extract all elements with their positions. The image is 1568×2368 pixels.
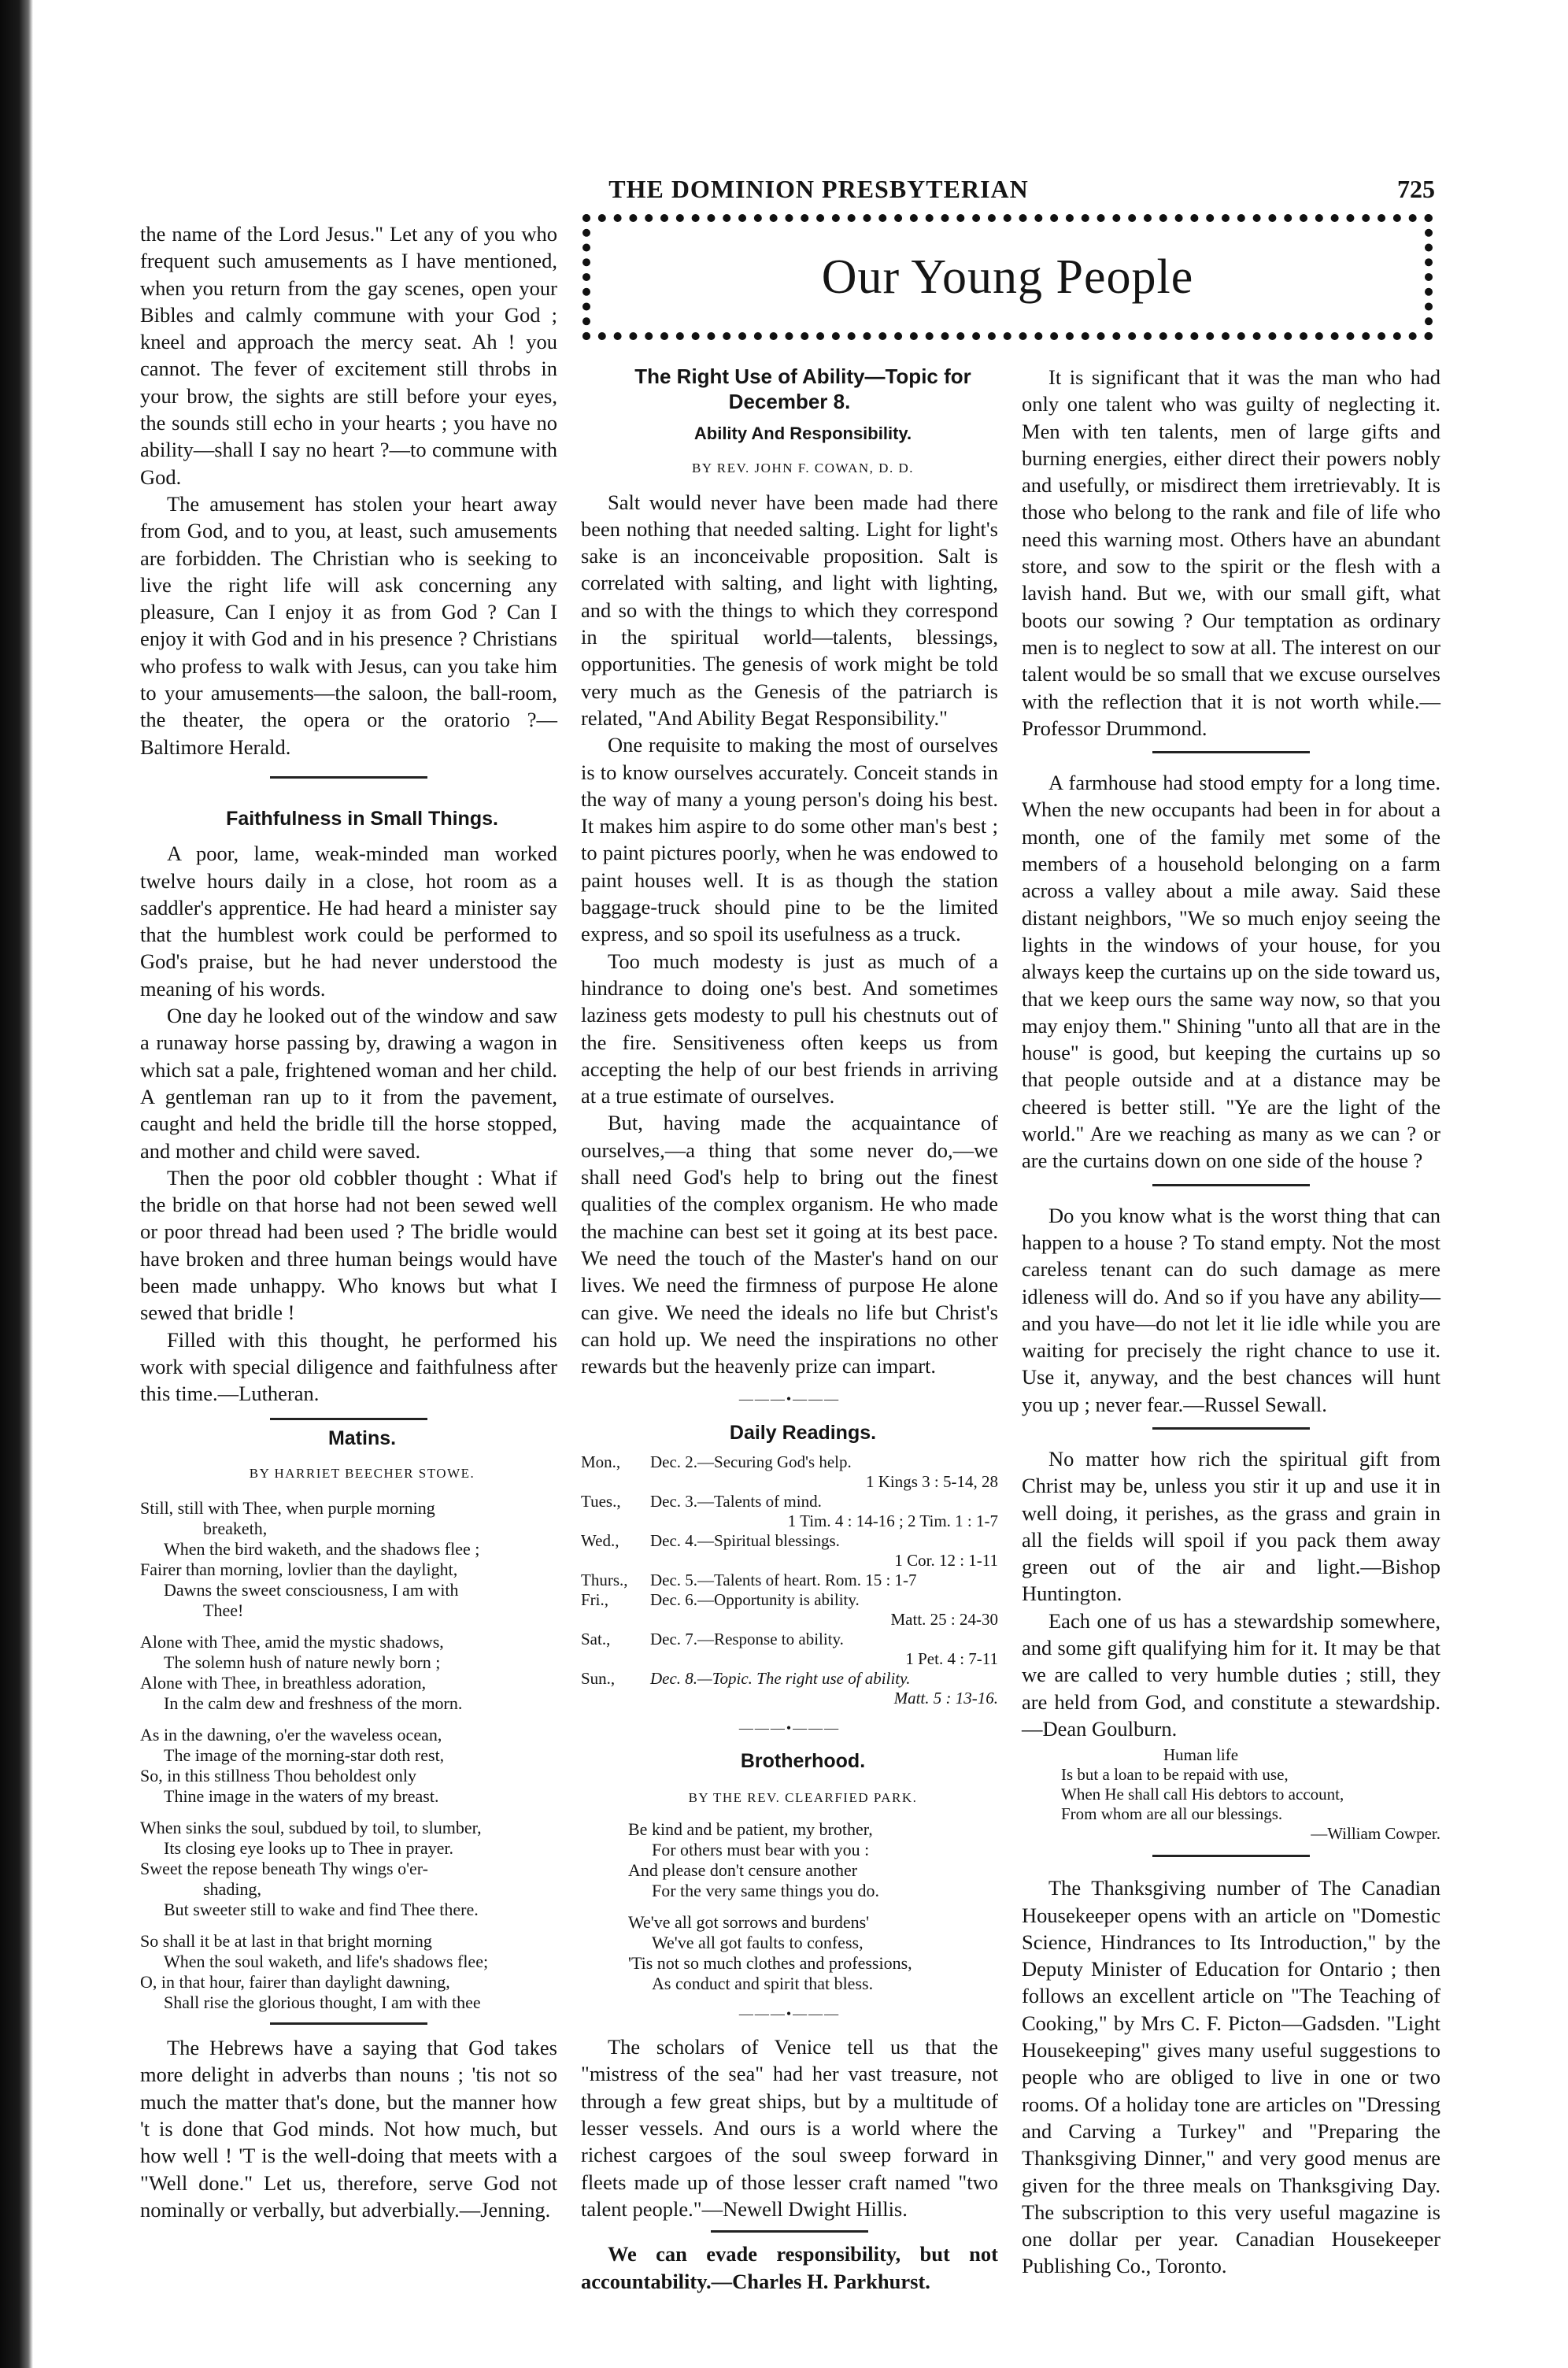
poem-line: Thee!: [203, 1600, 244, 1621]
section-heading: Matins.: [327, 1427, 397, 1450]
reading-text: Dec. 4.—Spiritual blessings.: [650, 1530, 840, 1550]
paragraph: Salt would never have been made had there been nothing that needed salting. Light for light's sake is an inconceivable proposition. Salt is correlated with salting, and light with lighting, and so with the things to which they correspond in the spiritual world—talents, blessings, opportunities. The genesis of work might be told very much as the Genesis of the patriarch is related, "And Ability Begat Responsibility.": [581, 490, 998, 730]
poem-line: O, in that hour, fairer than daylight dawning,: [140, 1972, 450, 1992]
topic-heading: The Right Use of Ability—Topic for December 8.: [634, 364, 971, 413]
reading-text: Dec. 6.—Opportunity is ability.: [650, 1589, 860, 1609]
poem-line: Shall rise the glorious thought, I am with thee: [164, 1992, 481, 2013]
divider: [1152, 1427, 1310, 1430]
paragraph: The amusement has stolen your heart away from God, and to you, at least, such amusements are forbidden. The Christian who is seeking to live the right life will ask concerning any pleasure, Can I enjoy it as from God ? Can I enjoy it with God and in his presence ? Christians who profess to walk with Jesus, can you take him to your amusements—the saloon, the ball-room, the theater, the opera or the oratorio ?—Baltimore Herald.: [140, 491, 557, 759]
divider: [270, 1418, 427, 1420]
reading-text: Dec. 5.—Talents of heart. Rom. 15 : 1-7: [650, 1570, 917, 1589]
poem-line: And please don't censure another: [628, 1859, 858, 1880]
paragraph: Then the poor old cobbler thought : What if the bridle on that horse had not been sewed well or poor thread had been used ? The bridle would have broken and three human beings would have been made unhappy. Who knows but what I sewed that bridle !: [140, 1165, 557, 1325]
dot-divider: ———•———: [738, 1719, 841, 1736]
paragraph: It is significant that it was the man who had only one talent who was guilty of neglecting it. Men with ten talents, men of large gifts and burning energies, either direct their powers nobly and usefully, or misdirect them irretrievably. It is those who belong to the rank and file of life who need this warning most. Others have an abundant store, and sow to the spirit or the flesh with a lavish hand. But we, with our small gift, what boots our sowing ? Our temptation as ordinary men is to neglect to sow at all. The interest on our talent would be so small that we excuse ourselves with the reflection that it is not worth while.—Professor Drummond.: [1022, 365, 1440, 740]
poem-line: When He shall call His debtors to account,: [1061, 1785, 1344, 1804]
reading-text: Dec. 7.—Response to ability.: [650, 1629, 844, 1648]
paragraph: Filled with this thought, he performed his work with special diligence and faithfulness after this time.—Lutheran.: [140, 1327, 557, 1406]
reading-ref: 1 Pet. 4 : 7-11: [905, 1648, 998, 1668]
divider: [711, 2230, 868, 2233]
reading-ref: 1 Kings 3 : 5-14, 28: [866, 1471, 998, 1491]
quote-poem: [1022, 1745, 1440, 1844]
sub-heading: Ability And Responsibility.: [693, 424, 912, 443]
poem-line: We've all got sorrows and burdens': [628, 1911, 870, 1932]
poem-line: Be kind and be patient, my brother,: [628, 1819, 873, 1839]
poem-attribution: —William Cowper.: [1311, 1824, 1440, 1844]
reading-text-wrap: [650, 1492, 998, 1531]
stanza-gap: [140, 1807, 557, 1818]
reading-row: [581, 1492, 998, 1531]
divider: [1152, 1184, 1310, 1186]
divider: [1152, 751, 1310, 753]
reading-text: Dec. 2.—Securing God's help.: [650, 1452, 852, 1471]
reading-text-wrap: [650, 1571, 998, 1590]
poem-line: So shall it be at last in that bright morning: [140, 1931, 432, 1952]
poem-line: So, in this stillness Thou beholdest only: [140, 1766, 417, 1786]
stanza-gap: [628, 1901, 998, 1912]
poem-line: In the calm dew and freshness of the morn.: [164, 1693, 463, 1714]
poem-line: The solemn hush of nature newly born ;: [164, 1652, 441, 1673]
poem-line: When the soul waketh, and life's shadows flee;: [164, 1952, 489, 1972]
poem-line: But sweeter still to wake and find Thee there.: [164, 1900, 479, 1920]
daily-readings-list: [581, 1452, 998, 1708]
section-banner: [582, 214, 1433, 340]
reading-row: [581, 1630, 998, 1669]
dot-divider: ———•———: [738, 2005, 841, 2022]
reading-text-wrap: [650, 1590, 998, 1630]
paragraph: Each one of us has a stewardship somewhere, and some gift qualifying him for it. It may be that we are called to very humble duties ; still, they are held from God, and constitute a stewardship.—Dean Goulburn.: [1022, 1608, 1440, 1741]
section-heading: Brotherhood.: [740, 1750, 866, 1773]
column-right: [1022, 364, 1440, 2280]
poem-line: Alone with Thee, amid the mystic shadows,: [140, 1632, 444, 1652]
poem-line: Thine image in the waters of my breast.: [164, 1786, 439, 1807]
poem-line: Fairer than morning, lovlier than the daylight,: [140, 1560, 458, 1580]
poem-line: For the very same things you do.: [652, 1880, 880, 1900]
paragraph: the name of the Lord Jesus." Let any of you who frequent such amusements as I have mentioned, when you return from the gay scenes, open your Bibles and calmly commune with your God ; kneel and approach the mercy seat. Ah ! you cannot. The fever of excitement still throbs in your brow, the sights are still before your eyes, the sounds still echo in your hearts ; you have no ability—shall I say no heart ?—to commune with God.: [140, 222, 557, 489]
paragraph: A poor, lame, weak-minded man worked twelve hours daily in a close, hot room as a saddler's apprentice. He had heard a minister say that the humblest work could be performed to God's praise, but he had never understood the meaning of his words.: [140, 842, 557, 1001]
reading-day: Fri.,: [581, 1589, 609, 1609]
poem-line: Dawns the sweet consciousness, I am with: [164, 1580, 459, 1600]
reading-text-wrap: [650, 1452, 998, 1492]
section-heading: Daily Readings.: [729, 1421, 877, 1444]
reading-ref: Matt. 25 : 24-30: [890, 1609, 998, 1629]
poem-line: Human life: [1163, 1745, 1239, 1765]
poem-line: We've all got faults to confess,: [652, 1932, 864, 1952]
reading-day: Tues.,: [581, 1491, 621, 1511]
poem-line: 'Tis not so much clothes and professions,: [628, 1952, 912, 1973]
divider: [270, 776, 427, 779]
paragraph: Too much modesty is just as much of a hindrance to doing one's best. And sometimes laziness gets modesty to pull his chestnuts out of the fire. Sensitiveness often keeps us from accepting the help of our best friends in arriving at a true estimate of ourselves.: [581, 949, 998, 1108]
poem-line: Is but a loan to be repaid with use,: [1061, 1765, 1289, 1785]
poem-line: When sinks the soul, subdued by toil, to slumber,: [140, 1818, 482, 1838]
poem-line: breaketh,: [203, 1519, 268, 1539]
paragraph: A farmhouse had stood empty for a long time. When the new occupants had been in for about a month, one of the family met some of the members of a household belonging on a farm across a valley about a mile away. Said these distant neighbors, "We so much enjoy seeing the lights in the windows of your house, for you always keep the curtains up on the side toward us, that we keep ours the same way now, so that you may enjoy them." Shining "unto all that are in the house" is good, but keeping the curtains up so that people outside and at a distance may be cheered is better still. "Ye are the light of the world." Are we reaching as many as we can ? or are the curtains down on one side of the house ?: [1022, 771, 1440, 1173]
reading-row: [581, 1571, 998, 1590]
paragraph: The Thanksgiving number of The Canadian Housekeeper opens with an article on "Domestic Science, Hindrances to Its Introduction," by the Deputy Minister of Education for Ontario ; then follows an excellent article on "The Teaching of Cooking," by Mrs C. F. Picton—Gadsden. "Light Housekeeping" gives many useful suggestions to people who are obliged to live in one or two rooms. Of a holiday tone are articles on "Dressing and Carving a Turkey" and "Preparing the Thanksgiving Dinner," and very good menus are given for the three meals on Thanksgiving Day. The subscription to this very useful magazine is one dollar per year. Canadian Housekeeper Publishing Co., Toronto.: [1022, 1876, 1440, 2278]
poem: [140, 1498, 557, 2013]
poem-line: As conduct and spirit that bless.: [652, 1973, 874, 1993]
reading-ref: 1 Tim. 4 : 14-16 ; 2 Tim. 1 : 1-7: [787, 1511, 998, 1530]
reading-text-wrap: [650, 1531, 998, 1571]
paragraph: We can evade responsibility, but not accountability.—Charles H. Parkhurst.: [581, 2242, 998, 2293]
dot-divider: ———•———: [738, 1391, 841, 1408]
page-header-title: THE DOMINION PRESBYTERIAN: [608, 175, 1029, 203]
poem-line: Its closing eye looks up to Thee in prayer.: [164, 1838, 454, 1859]
reading-day: Sat.,: [581, 1629, 611, 1648]
paragraph: No matter how rich the spiritual gift from Christ may be, unless you stir it up and use it in well doing, it perishes, as the grass and grain in all the fields will spoil if you pack them away green out of the air and light.—Bishop Huntington.: [1022, 1446, 1440, 1606]
reading-text-wrap: [650, 1669, 998, 1708]
page-number: 725: [1397, 175, 1435, 203]
poem-line: From whom are all our blessings.: [1061, 1804, 1283, 1824]
reading-row: [581, 1531, 998, 1571]
paragraph: But, having made the acquaintance of ourselves,—a thing that some never do,—we shall need God's help to bring out the finest qualities of the complex organism. He who made the machine can best set it going at its best pace. We need the touch of the Master's hand on our lives. We need the firmness of purpose He alone can give. We need the ideals no life but Christ's can hold up. We need the inspirations no other rewards but the heavenly prize can impart.: [581, 1111, 998, 1378]
divider: [270, 2022, 427, 2025]
poem-line: Alone with Thee, in breathless adoration,: [140, 1673, 427, 1693]
banner-title: Our Young People: [821, 250, 1194, 304]
reading-day: Sun.,: [581, 1668, 616, 1688]
reading-row: [581, 1669, 998, 1708]
reading-text: Dec. 8.—Topic. The right use of ability.: [650, 1668, 911, 1688]
poem-line: The image of the morning-star doth rest,: [164, 1745, 445, 1766]
poem-line: Sweet the repose beneath Thy wings o'er-: [140, 1859, 429, 1879]
reading-ref: 1 Cor. 12 : 1-11: [894, 1550, 998, 1570]
reading-day: Wed.,: [581, 1530, 619, 1550]
reading-text-wrap: [650, 1630, 998, 1669]
reading-row: [581, 1452, 998, 1492]
byline: BY HARRIET BEECHER STOWE.: [249, 1465, 475, 1481]
reading-text: Dec. 3.—Talents of mind.: [650, 1491, 822, 1511]
poem-line: As in the dawning, o'er the waveless ocean,: [140, 1725, 442, 1745]
byline: BY THE REV. CLEARFIED PARK.: [688, 1789, 918, 1805]
paragraph: Do you know what is the worst thing that can happen to a house ? To stand empty. Not the most careless tenant can do such damage as mere idleness will do. And so if you have any ability—and you have—do not let it lie idle while you are waiting for precisely the right chance to use it. Use it, anyway, and the best chances will hunt you up ; never fear.—Russel Sewall.: [1022, 1203, 1440, 1416]
paragraph: One day he looked out of the window and saw a runaway horse passing by, drawing a wagon in which sat a pale, frightened woman and her child. A gentleman ran up to it from the pavement, caught and held the bridle till the horse stopped, and mother and child were saved.: [140, 1004, 557, 1163]
reading-day: Mon.,: [581, 1452, 621, 1471]
stanza-gap: [140, 1714, 557, 1725]
column-middle: [581, 364, 998, 2295]
poem-line: When the bird waketh, and the shadows flee ;: [164, 1539, 480, 1560]
divider: [1152, 1855, 1310, 1857]
poem-line: shading,: [203, 1879, 261, 1900]
paragraph: The scholars of Venice tell us that the "mistress of the sea" had her vast treasure, not through a few great ships, but by a multitude of lesser vessels. And ours is a world where the richest cargoes of the soul sweep forward in fleets made up of those lesser craft named "two talent people."—Newell Dwight Hillis.: [581, 2035, 998, 2221]
stanza-gap: [140, 1621, 557, 1632]
byline: BY REV. JOHN F. COWAN, D. D.: [692, 461, 914, 476]
poem-line: For others must bear with you :: [652, 1839, 870, 1859]
column-left: [140, 220, 557, 2223]
reading-row: [581, 1590, 998, 1630]
reading-day: Thurs.,: [581, 1570, 628, 1589]
paragraph: One requisite to making the most of ourselves is to know ourselves accurately. Conceit stands in the way of many a young person's doing his best. It makes him aspire to do some other man's best ; to paint pictures poorly, when he was endowed to paint houses well. It is as though the station baggage-truck should pine to be the limited express, and so spoil its usefulness as a truck.: [581, 733, 998, 946]
section-heading: Faithfulness in Small Things.: [226, 807, 498, 830]
paragraph: The Hebrews have a saying that God takes more delight in adverbs than nouns ; 'tis not so much the matter that's done, but the manner how 't is done that God minds. Not how much, but how well ! 'T is the well-doing that meets with a "Well done." Let us, therefore, serve God not nominally or verbally, but adverbially.—Jenning.: [140, 2036, 557, 2222]
reading-ref: Matt. 5 : 13-16.: [893, 1688, 998, 1708]
poem: [581, 1819, 998, 1994]
stanza-gap: [140, 1920, 557, 1931]
poem-line: Still, still with Thee, when purple morning: [140, 1498, 435, 1519]
page-binding-shadow: [0, 0, 33, 2368]
